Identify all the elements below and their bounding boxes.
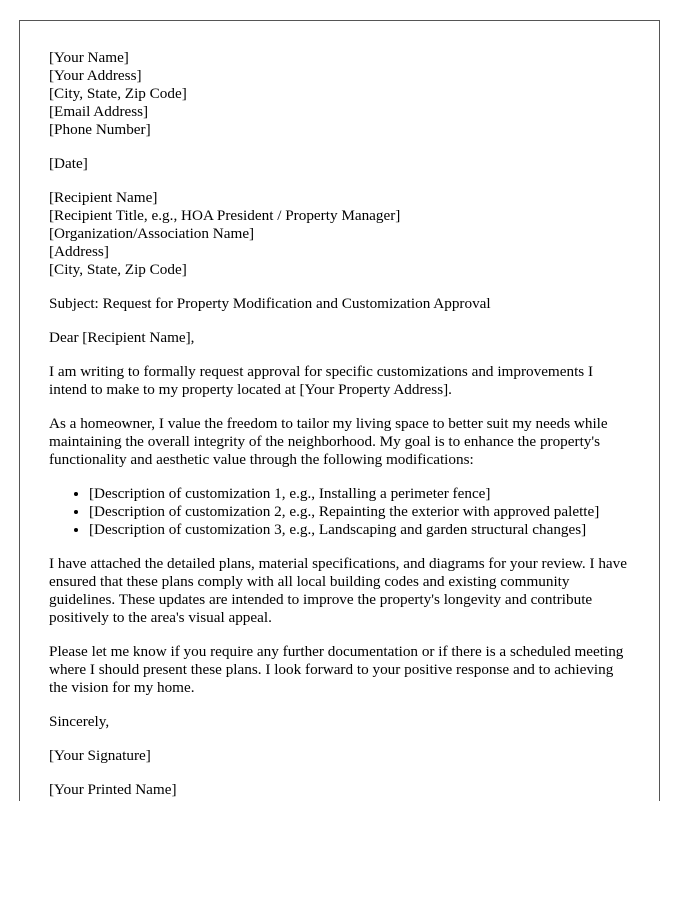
sender-city-state-zip: [City, State, Zip Code] [49, 85, 187, 102]
recipient-city-state-zip: [City, State, Zip Code] [49, 261, 187, 278]
sender-name: [Your Name] [49, 49, 129, 66]
sender-address: [Your Address] [49, 67, 142, 84]
list-item: • [Description of customization 2, e.g., Repainting the exterior with approved palette] [89, 503, 630, 521]
letter-sign-off: Sincerely, [49, 713, 110, 730]
printed-name: [Your Printed Name] [49, 781, 177, 798]
letter-date: [Date] [49, 155, 88, 172]
recipient-organization: [Organization/Association Name] [49, 225, 255, 242]
paragraph-closing-request: Please let me know if you require any further documentation or if there is a scheduled meeting where I should present these plans. I look forward to your positive response and to achieving the vision for my home. [49, 643, 624, 696]
letter-subject: Subject: Request for Property Modification and Customization Approval [49, 295, 491, 312]
recipient-name: [Recipient Name] [49, 189, 158, 206]
sender-phone: [Phone Number] [49, 121, 151, 138]
recipient-title: [Recipient Title, e.g., HOA President / Property Manager] [49, 207, 401, 224]
letter-page [19, 20, 660, 801]
paragraph-attachments: I have attached the detailed plans, material specifications, and diagrams for your review. I have ensured that these plans comply with all local building codes and existing community guidelines. These updates are intended to improve the property's longevity and contribute positively to the area's visual appeal. [49, 555, 628, 626]
list-item: • [Description of customization 3, e.g., Landscaping and garden structural changes] [89, 521, 630, 539]
letter-salutation: Dear [Recipient Name], [49, 329, 195, 346]
paragraph-purpose: As a homeowner, I value the freedom to tailor my living space to better suit my needs while maintaining the overall integrity of the neighborhood. My goal is to enhance the property's functionality and aesthetic value through the following modifications: [49, 415, 608, 468]
recipient-address: [Address] [49, 243, 109, 260]
modifications-list [49, 485, 630, 539]
list-item: • [Description of customization 1, e.g., Installing a perimeter fence] [89, 485, 630, 503]
recipient-block [49, 189, 630, 279]
paragraph-intro: I am writing to formally request approval for specific customizations and improvements I intend to make to my property located at [Your Property Address]. [49, 363, 594, 398]
sender-block [49, 49, 630, 139]
sender-email: [Email Address] [49, 103, 149, 120]
signature-placeholder: [Your Signature] [49, 747, 151, 764]
